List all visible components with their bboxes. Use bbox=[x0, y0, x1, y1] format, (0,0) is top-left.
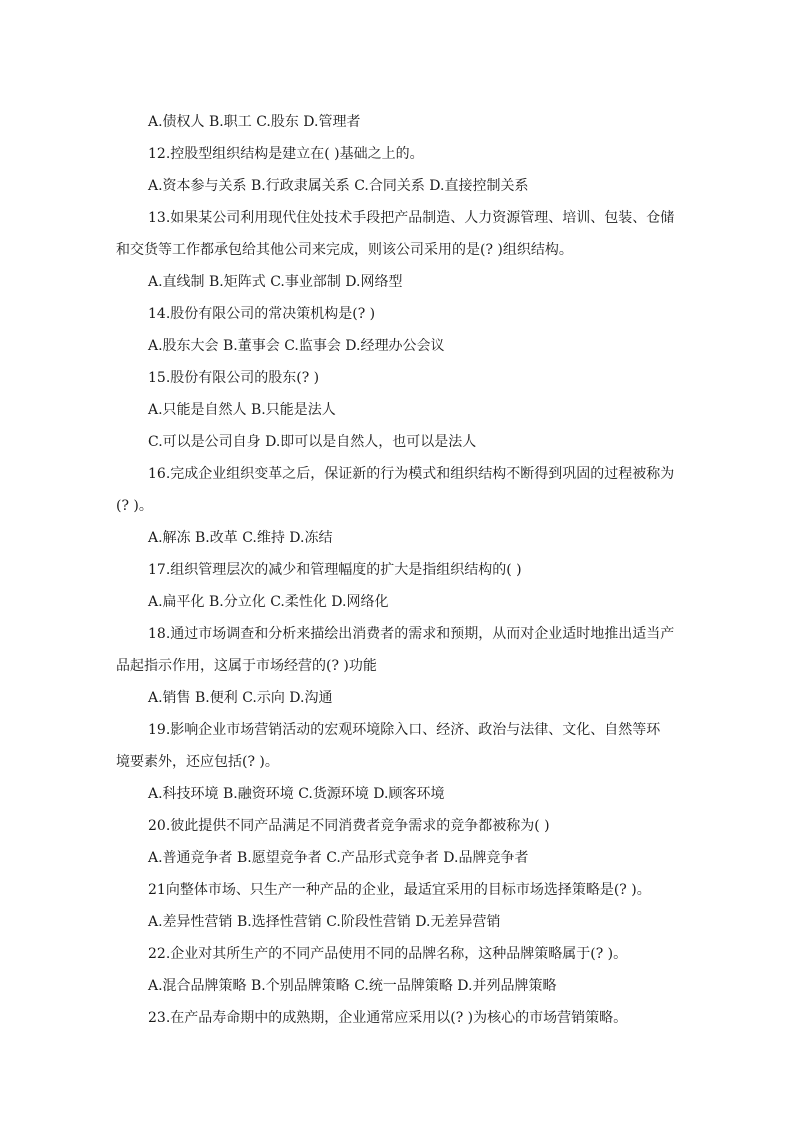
document-body bbox=[116, 106, 678, 1034]
question-23: 23.在产品寿命期中的成熟期，企业通常应采用以(? )为核心的市场营销策略。 bbox=[148, 1010, 628, 1026]
text-line: A.只能是自然人 B.只能是法人 bbox=[148, 402, 336, 418]
question-13: 13.如果某公司利用现代住处技术手段把产品制造、人力资源管理、培训、包装、仓储 bbox=[148, 210, 675, 226]
text-line: A.混合品牌策略 B.个别品牌策略 C.统一品牌策略 D.并列品牌策略 bbox=[148, 978, 557, 994]
text-line: A.资本参与关系 B.行政隶属关系 C.合同关系 D.直接控制关系 bbox=[148, 178, 529, 194]
question-12: 12.控股型组织结构是建立在( )基础之上的。 bbox=[148, 146, 424, 162]
question-17: 17.组织管理层次的减少和管理幅度的扩大是指组织结构的( ) bbox=[148, 562, 522, 578]
text-line: C.可以是公司自身 D.即可以是自然人，也可以是法人 bbox=[148, 434, 477, 450]
text-line: A.直线制 B.矩阵式 C.事业部制 D.网络型 bbox=[148, 274, 403, 290]
question-21: 21向整体市场、只生产一种产品的企业，最适宜采用的目标市场选择策略是(? )。 bbox=[148, 882, 651, 898]
text-line: 品起指示作用，这属于市场经营的(? )功能 bbox=[116, 658, 377, 674]
question-15: 15.股份有限公司的股东(? ) bbox=[148, 370, 320, 386]
text-line: A.科技环境 B.融资环境 C.货源环境 D.顾客环境 bbox=[148, 786, 445, 802]
text-line: (? )。 bbox=[116, 498, 153, 514]
text-line: A.差异性营销 B.选择性营销 C.阶段性营销 D.无差异营销 bbox=[148, 914, 501, 930]
text-line: A.股东大会 B.董事会 C.监事会 D.经理办公会议 bbox=[148, 338, 445, 354]
text-line: 和交货等工作都承包给其他公司来完成，则该公司采用的是(? )组织结构。 bbox=[116, 242, 573, 258]
text-line: A.债权人 B.职工 C.股东 D.管理者 bbox=[148, 114, 361, 130]
question-16: 16.完成企业组织变革之后，保证新的行为模式和组织结构不断得到巩固的过程被称为 bbox=[148, 466, 675, 482]
text-line: A.销售 B.便利 C.示向 D.沟通 bbox=[148, 690, 333, 706]
question-18: 18.通过市场调查和分析来描绘出消费者的需求和预期，从而对企业适时地推出适当产 bbox=[148, 626, 675, 642]
text-line: 境要素外，还应包括(? )。 bbox=[116, 754, 279, 770]
text-line: A.扁平化 B.分立化 C.柔性化 D.网络化 bbox=[148, 594, 389, 610]
question-20: 20.彼此提供不同产品满足不同消费者竞争需求的竞争都被称为( ) bbox=[148, 818, 550, 834]
text-line: A.解冻 B.改革 C.维持 D.冻结 bbox=[148, 530, 333, 546]
question-14: 14.股份有限公司的常决策机构是(? ) bbox=[148, 306, 376, 322]
question-19: 19.影响企业市场营销活动的宏观环境除入口、经济、政治与法律、文化、自然等环 bbox=[148, 722, 661, 738]
text-line: A.普通竞争者 B.愿望竞争者 C.产品形式竞争者 D.品牌竞争者 bbox=[148, 850, 529, 866]
question-22: 22.企业对其所生产的不同产品使用不同的品牌名称，这种品牌策略属于(? )。 bbox=[148, 946, 628, 962]
